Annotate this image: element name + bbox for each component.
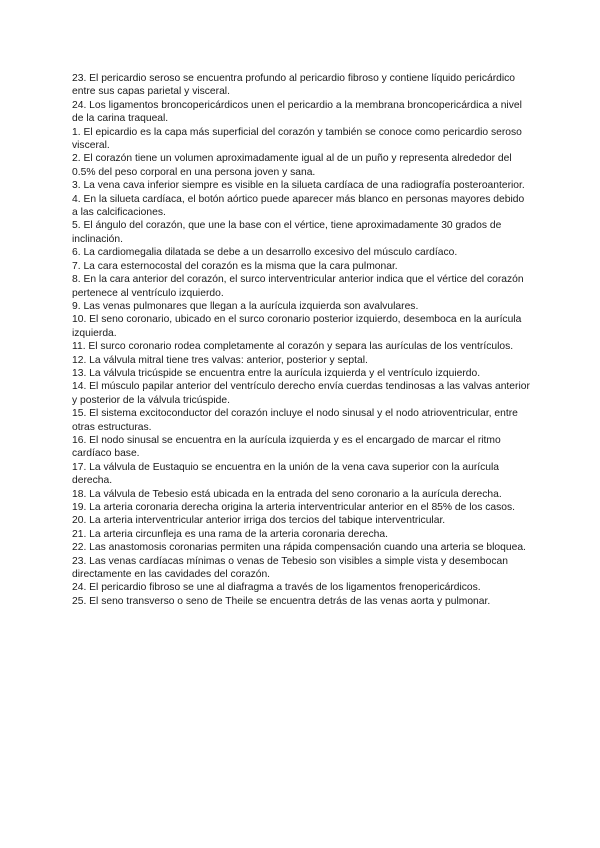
statement-21: 21. La arteria circunfleja es una rama de la arteria coronaria derecha. [72, 528, 388, 540]
statement-19: 19. La arteria coronaria derecha origina la arteria interventricular anterior en el 85% de los casos. [72, 502, 516, 513]
statement-23a: 23. El pericardio seroso se encuentra profundo al pericardio fibroso y contiene líquido pericárdico entre sus capas parietal y visceral. [72, 73, 516, 98]
statement-22: 22. Las anastomosis coronarias permiten una rápida compensación cuando una arteria se bloquea. [72, 542, 526, 554]
statement-17: 17. La válvula de Eustaquio se encuentra en la unión de la vena cava superior con la aurícula derecha. [72, 461, 500, 487]
statement-5: 5. El ángulo del corazón, que une la base con el vértice, tiene aproximadamente 30 grados de inclinación. [72, 220, 502, 245]
statement-3: 3. La vena cava inferior siempre es visible en la silueta cardíaca de una radiografía posteroanterior. [72, 180, 525, 192]
statement-20: 20. La arteria interventricular anterior irriga dos tercios del tabique interventricular. [72, 515, 446, 527]
statement-25: 25. El seno transverso o seno de Theile se encuentra detrás de las venas aorta y pulmonar. [72, 595, 491, 607]
statement-13: 13. La válvula tricúspide se encuentra entre la aurícula izquierda y el ventrículo izquierdo. [72, 367, 481, 379]
statement-4: 4. En la silueta cardíaca, el botón aórtico puede aparecer más blanco en personas mayores debido a las calcificaciones. [72, 193, 525, 219]
statement-9: 9. Las venas pulmonares que llegan a la aurícula izquierda son avalvulares. [72, 300, 419, 312]
statement-14: 14. El músculo papilar anterior del ventrículo derecho envía cuerdas tendinosas a las valvas anterior y posterior de la válvula tricúspide. [72, 381, 530, 406]
statement-12: 12. La válvula mitral tiene tres valvas: anterior, posterior y septal. [72, 354, 368, 366]
statement-list [72, 72, 532, 608]
statement-11: 11. El surco coronario rodea completamente al corazón y separa las aurículas de los ventrículos. [72, 341, 514, 353]
statement-10: 10. El seno coronario, ubicado en el surco coronario posterior izquierdo, desemboca en la aurícula izquierda. [72, 314, 522, 339]
statement-24b: 24. El pericardio fibroso se une al diafragma a través de los ligamentos frenopericárdicos. [72, 582, 481, 594]
statement-23b: 23. Las venas cardíacas mínimas o venas de Tebesio son visibles a simple vista y desembocan directamente en las cavidades del corazón. [72, 555, 508, 581]
statement-2: 2. El corazón tiene un volumen aproximadamente igual al de un puño y representa alrededor del 0.5% del peso corporal en una persona joven y sana. [72, 153, 512, 178]
statement-15: 15. El sistema excitoconductor del corazón incluye el nodo sinusal y el nodo atrioventricular, entre otras estructuras. [72, 408, 518, 433]
statement-7: 7. La cara esternocostal del corazón es la misma que la cara pulmonar. [72, 260, 398, 272]
statement-16: 16. El nodo sinusal se encuentra en la aurícula izquierda y es el encargado de marcar el ritmo cardíaco base. [72, 434, 501, 460]
statement-18: 18. La válvula de Tebesio está ubicada en la entrada del seno coronario a la aurícula derecha. [72, 488, 502, 500]
statement-24a: 24. Los ligamentos broncopericárdicos unen el pericardio a la membrana broncopericárdica a nivel de la carina traqueal. [72, 99, 522, 125]
statement-6: 6. La cardiomegalia dilatada se debe a un desarrollo excesivo del músculo cardíaco. [72, 247, 458, 259]
statement-1: 1. El epicardio es la capa más superficial del corazón y también se conoce como pericardio seroso visceral. [72, 126, 522, 152]
statement-8: 8. En la cara anterior del corazón, el surco interventricular anterior indica que el vértice del corazón pertenece al ventrículo izquierdo. [72, 274, 524, 299]
